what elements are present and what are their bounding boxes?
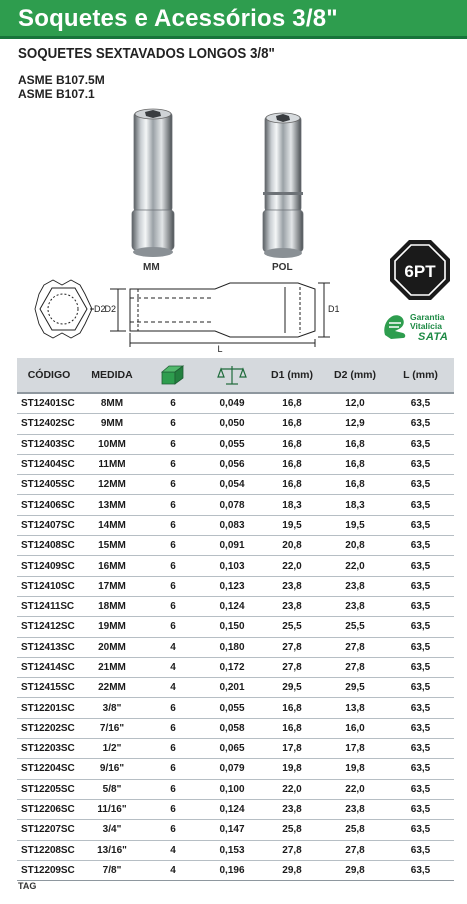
cell-l: 63,5 [387, 779, 454, 799]
cell-quantity: 4 [143, 840, 203, 860]
cell-weight: 0,055 [203, 698, 261, 718]
caption-mm: MM [143, 262, 160, 273]
cell-weight: 0,058 [203, 718, 261, 738]
cell-d2: 12,0 [323, 393, 387, 414]
cell-codigo: ST12208SC [17, 840, 81, 860]
cell-d1: 25,8 [261, 820, 323, 840]
cell-codigo: ST12209SC [17, 860, 81, 880]
cell-weight: 0,147 [203, 820, 261, 840]
cell-l: 63,5 [387, 576, 454, 596]
cell-d1: 27,8 [261, 657, 323, 677]
cell-d1: 16,8 [261, 454, 323, 474]
cell-l: 63,5 [387, 434, 454, 454]
table-row [17, 414, 454, 434]
table-row [17, 840, 454, 860]
cell-d1: 16,8 [261, 718, 323, 738]
cell-d2: 13,8 [323, 698, 387, 718]
cell-l: 63,5 [387, 617, 454, 637]
cell-weight: 0,065 [203, 739, 261, 759]
cell-d2: 19,5 [323, 515, 387, 535]
cell-d1: 16,8 [261, 475, 323, 495]
cell-medida: 19MM [81, 617, 143, 637]
col-quantity [143, 358, 203, 393]
cell-medida: 7/8" [81, 860, 143, 880]
cell-medida: 20MM [81, 637, 143, 657]
cell-weight: 0,091 [203, 536, 261, 556]
cell-codigo: ST12401SC [17, 393, 81, 414]
cell-quantity: 6 [143, 779, 203, 799]
table-row [17, 657, 454, 677]
cell-l: 63,5 [387, 718, 454, 738]
footer-tag: TAG [18, 881, 37, 891]
specs-table [17, 358, 454, 881]
cell-d1: 18,3 [261, 495, 323, 515]
cell-d2: 29,5 [323, 678, 387, 698]
table-row [17, 698, 454, 718]
cell-quantity: 6 [143, 718, 203, 738]
cell-weight: 0,153 [203, 840, 261, 860]
cell-quantity: 6 [143, 475, 203, 495]
cell-quantity: 6 [143, 454, 203, 474]
cell-medida: 1/2" [81, 739, 143, 759]
cell-quantity: 6 [143, 759, 203, 779]
table-row [17, 393, 454, 414]
cell-codigo: ST12202SC [17, 718, 81, 738]
table-header-row [17, 358, 454, 393]
cell-quantity: 6 [143, 596, 203, 616]
cell-quantity: 4 [143, 678, 203, 698]
cell-d2: 22,0 [323, 779, 387, 799]
cell-weight: 0,083 [203, 515, 261, 535]
cell-quantity: 6 [143, 739, 203, 759]
diagram-label-d2-left: D2 [94, 304, 106, 314]
cell-d1: 23,8 [261, 596, 323, 616]
box-icon [159, 364, 187, 386]
cell-l: 63,5 [387, 515, 454, 535]
cell-quantity: 6 [143, 495, 203, 515]
cell-d1: 19,5 [261, 515, 323, 535]
diagram-label-d1: D1 [328, 304, 340, 314]
cell-d2: 16,8 [323, 434, 387, 454]
cell-l: 63,5 [387, 799, 454, 819]
cell-codigo: ST12408SC [17, 536, 81, 556]
cell-weight: 0,055 [203, 434, 261, 454]
cell-medida: 22MM [81, 678, 143, 698]
cell-d2: 27,8 [323, 637, 387, 657]
cell-l: 63,5 [387, 556, 454, 576]
cell-d1: 27,8 [261, 840, 323, 860]
cell-quantity: 6 [143, 434, 203, 454]
cell-d2: 22,0 [323, 556, 387, 576]
table-row [17, 637, 454, 657]
cell-medida: 3/4" [81, 820, 143, 840]
cell-codigo: ST12413SC [17, 637, 81, 657]
cell-quantity: 6 [143, 414, 203, 434]
cell-d2: 23,8 [323, 799, 387, 819]
cell-weight: 0,124 [203, 799, 261, 819]
cell-medida: 18MM [81, 596, 143, 616]
cell-l: 63,5 [387, 840, 454, 860]
cell-weight: 0,150 [203, 617, 261, 637]
table-row [17, 454, 454, 474]
cell-l: 63,5 [387, 657, 454, 677]
cell-codigo: ST12402SC [17, 414, 81, 434]
cell-d1: 20,8 [261, 536, 323, 556]
table-row [17, 759, 454, 779]
cell-weight: 0,078 [203, 495, 261, 515]
cell-medida: 5/8" [81, 779, 143, 799]
col-d1: D1 (mm) [261, 358, 323, 393]
cell-codigo: ST12404SC [17, 454, 81, 474]
cell-weight: 0,049 [203, 393, 261, 414]
cell-codigo: ST12201SC [17, 698, 81, 718]
warranty-line-2: Vitalícia [410, 321, 442, 331]
cell-d2: 27,8 [323, 657, 387, 677]
cell-d1: 25,5 [261, 617, 323, 637]
table-row [17, 860, 454, 880]
warranty-hand-icon [381, 311, 409, 341]
cell-medida: 9/16" [81, 759, 143, 779]
col-d2: D2 (mm) [323, 358, 387, 393]
cell-quantity: 6 [143, 556, 203, 576]
col-medida: MEDIDA [81, 358, 143, 393]
cell-weight: 0,196 [203, 860, 261, 880]
cell-d2: 16,8 [323, 475, 387, 495]
cell-medida: 17MM [81, 576, 143, 596]
cell-codigo: ST12407SC [17, 515, 81, 535]
cell-weight: 0,054 [203, 475, 261, 495]
title-bar [0, 0, 467, 39]
cell-medida: 14MM [81, 515, 143, 535]
table-row [17, 596, 454, 616]
page-title: Soquetes e Acessórios 3/8" [18, 5, 338, 32]
cell-l: 63,5 [387, 475, 454, 495]
socket-mm-image [128, 108, 178, 260]
cell-l: 63,5 [387, 759, 454, 779]
cell-l: 63,5 [387, 678, 454, 698]
cell-codigo: ST12205SC [17, 779, 81, 799]
cell-d1: 17,8 [261, 739, 323, 759]
col-weight [203, 358, 261, 393]
cell-d1: 23,8 [261, 576, 323, 596]
cell-l: 63,5 [387, 860, 454, 880]
cell-d1: 16,8 [261, 414, 323, 434]
table-row [17, 434, 454, 454]
table-row [17, 576, 454, 596]
cell-quantity: 6 [143, 576, 203, 596]
table-row [17, 556, 454, 576]
cell-weight: 0,172 [203, 657, 261, 677]
cell-medida: 13MM [81, 495, 143, 515]
cell-weight: 0,123 [203, 576, 261, 596]
cell-codigo: ST12204SC [17, 759, 81, 779]
cell-quantity: 6 [143, 698, 203, 718]
six-point-badge [388, 238, 452, 302]
cell-codigo: ST12411SC [17, 596, 81, 616]
cell-quantity: 4 [143, 860, 203, 880]
cell-d2: 29,8 [323, 860, 387, 880]
cell-d2: 19,8 [323, 759, 387, 779]
table-row [17, 617, 454, 637]
cell-medida: 12MM [81, 475, 143, 495]
cell-d2: 25,5 [323, 617, 387, 637]
cell-weight: 0,124 [203, 596, 261, 616]
cell-codigo: ST12206SC [17, 799, 81, 819]
cell-d2: 17,8 [323, 739, 387, 759]
cell-l: 63,5 [387, 820, 454, 840]
warranty-text [410, 313, 445, 331]
cell-d1: 16,8 [261, 698, 323, 718]
cell-medida: 11/16" [81, 799, 143, 819]
table-row [17, 495, 454, 515]
cell-l: 63,5 [387, 698, 454, 718]
cell-medida: 21MM [81, 657, 143, 677]
col-codigo: CÓDIGO [17, 358, 81, 393]
cell-d2: 20,8 [323, 536, 387, 556]
cell-weight: 0,100 [203, 779, 261, 799]
cell-quantity: 6 [143, 820, 203, 840]
standard-2: ASME B107.1 [18, 87, 95, 101]
diagram-label-l: L [217, 344, 223, 353]
cell-d1: 22,0 [261, 779, 323, 799]
cell-d2: 23,8 [323, 596, 387, 616]
cell-quantity: 4 [143, 657, 203, 677]
cell-codigo: ST12405SC [17, 475, 81, 495]
cell-l: 63,5 [387, 393, 454, 414]
cell-l: 63,5 [387, 414, 454, 434]
cell-weight: 0,079 [203, 759, 261, 779]
table-row [17, 779, 454, 799]
cell-quantity: 6 [143, 799, 203, 819]
cell-codigo: ST12412SC [17, 617, 81, 637]
cell-medida: 8MM [81, 393, 143, 414]
table-row [17, 799, 454, 819]
table-row [17, 820, 454, 840]
cell-l: 63,5 [387, 454, 454, 474]
cell-codigo: ST12406SC [17, 495, 81, 515]
cell-d2: 25,8 [323, 820, 387, 840]
cell-weight: 0,201 [203, 678, 261, 698]
caption-pol: POL [272, 262, 293, 273]
cell-codigo: ST12203SC [17, 739, 81, 759]
cell-weight: 0,103 [203, 556, 261, 576]
cell-codigo: ST12414SC [17, 657, 81, 677]
cell-d2: 23,8 [323, 576, 387, 596]
cell-quantity: 6 [143, 617, 203, 637]
table-row [17, 739, 454, 759]
cell-codigo: ST12409SC [17, 556, 81, 576]
cell-medida: 3/8" [81, 698, 143, 718]
cell-d1: 22,0 [261, 556, 323, 576]
table-row [17, 718, 454, 738]
cell-d2: 16,0 [323, 718, 387, 738]
cell-l: 63,5 [387, 637, 454, 657]
cell-medida: 11MM [81, 454, 143, 474]
table-row [17, 678, 454, 698]
cell-l: 63,5 [387, 596, 454, 616]
cell-weight: 0,050 [203, 414, 261, 434]
standard-1: ASME B107.5M [18, 73, 105, 87]
cell-d1: 29,5 [261, 678, 323, 698]
cell-medida: 9MM [81, 414, 143, 434]
cell-codigo: ST12403SC [17, 434, 81, 454]
scale-icon [217, 364, 247, 386]
cell-medida: 15MM [81, 536, 143, 556]
cell-l: 63,5 [387, 495, 454, 515]
cell-medida: 13/16" [81, 840, 143, 860]
cell-codigo: ST12410SC [17, 576, 81, 596]
cell-d1: 16,8 [261, 434, 323, 454]
cell-d2: 16,8 [323, 454, 387, 474]
brand-name: SATA [418, 331, 449, 343]
cell-quantity: 4 [143, 637, 203, 657]
cell-quantity: 6 [143, 393, 203, 414]
col-l: L (mm) [387, 358, 454, 393]
cell-d1: 27,8 [261, 637, 323, 657]
cell-d2: 27,8 [323, 840, 387, 860]
badge-label: 6PT [404, 262, 436, 281]
cell-codigo: ST12415SC [17, 678, 81, 698]
cell-medida: 10MM [81, 434, 143, 454]
cell-d2: 12,9 [323, 414, 387, 434]
socket-diagram [30, 273, 340, 353]
socket-pol-image [258, 112, 308, 262]
cell-quantity: 6 [143, 515, 203, 535]
cell-l: 63,5 [387, 536, 454, 556]
cell-l: 63,5 [387, 739, 454, 759]
cell-quantity: 6 [143, 536, 203, 556]
cell-d2: 18,3 [323, 495, 387, 515]
table-row [17, 515, 454, 535]
cell-weight: 0,056 [203, 454, 261, 474]
cell-d1: 19,8 [261, 759, 323, 779]
section-subtitle: SOQUETES SEXTAVADOS LONGOS 3/8" [18, 46, 275, 62]
cell-d1: 23,8 [261, 799, 323, 819]
cell-d1: 16,8 [261, 393, 323, 414]
diagram-label-d2: D2 [104, 304, 116, 314]
cell-medida: 7/16" [81, 718, 143, 738]
table-row [17, 475, 454, 495]
cell-d1: 29,8 [261, 860, 323, 880]
warranty-line-1: Garantia [410, 312, 445, 322]
cell-weight: 0,180 [203, 637, 261, 657]
cell-codigo: ST12207SC [17, 820, 81, 840]
table-row [17, 536, 454, 556]
cell-medida: 16MM [81, 556, 143, 576]
